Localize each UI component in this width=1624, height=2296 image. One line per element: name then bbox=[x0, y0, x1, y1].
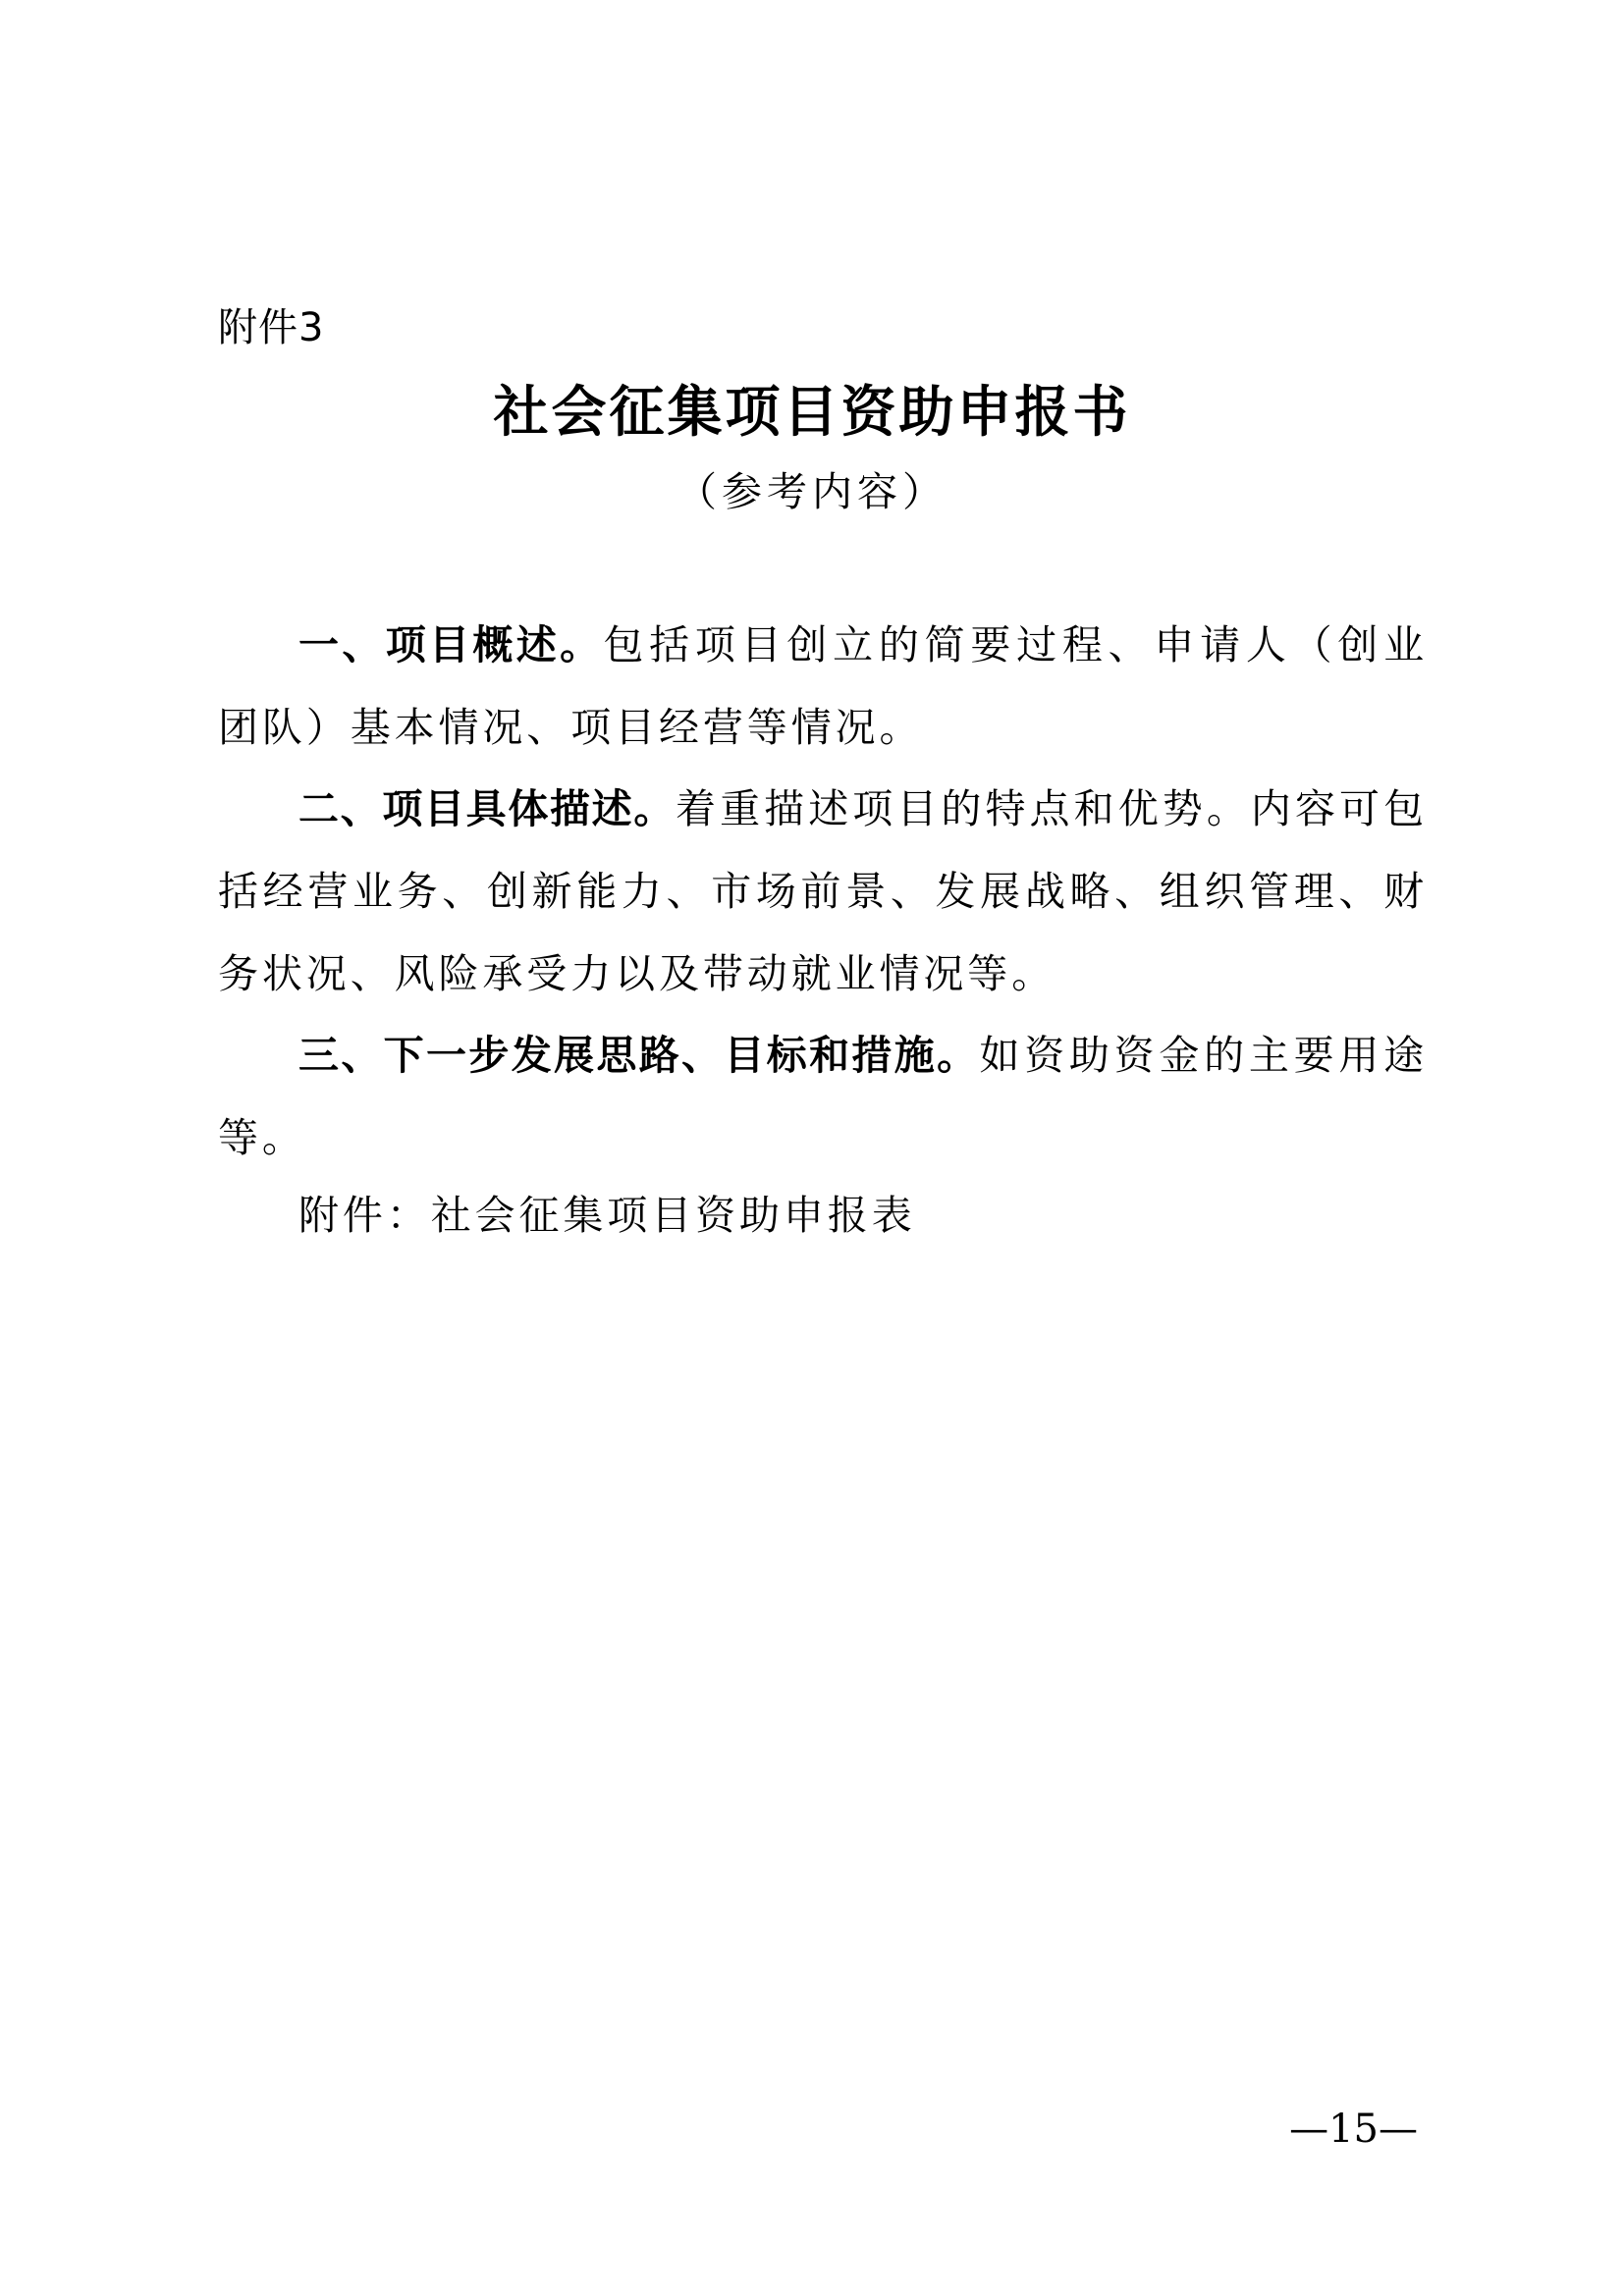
section-body: 包括项目创立的简要过程、申请人（创业团队）基本情况、项目经营等情况。 bbox=[218, 621, 1428, 751]
document-title: 社会征集项目资助申报书 bbox=[493, 380, 1131, 445]
section-overview bbox=[218, 604, 1428, 769]
section-body: 着重描述项目的特点和优势。内容可包括经营业务、创新能力、市场前景、发展战略、组织管理、财务状况、风险承受力以及带动就业情况等。 bbox=[218, 785, 1428, 997]
section-description bbox=[218, 768, 1428, 1015]
section-heading: 三、下一步发展思路、目标和措施。 bbox=[298, 1032, 980, 1079]
document-subtitle: （参考内容） bbox=[677, 468, 947, 515]
annex-reference: 附件：社会征集项目资助申报表 bbox=[298, 1192, 916, 1239]
section-next-steps bbox=[218, 1014, 1428, 1179]
attachment-label: 附件3 bbox=[218, 305, 325, 350]
section-heading: 二、项目具体描述。 bbox=[298, 785, 677, 832]
page-number: —15— bbox=[1289, 2107, 1418, 2152]
section-body: 如资助资金的主要用途等。 bbox=[218, 1032, 1429, 1161]
section-heading: 一、项目概述。 bbox=[298, 621, 604, 668]
